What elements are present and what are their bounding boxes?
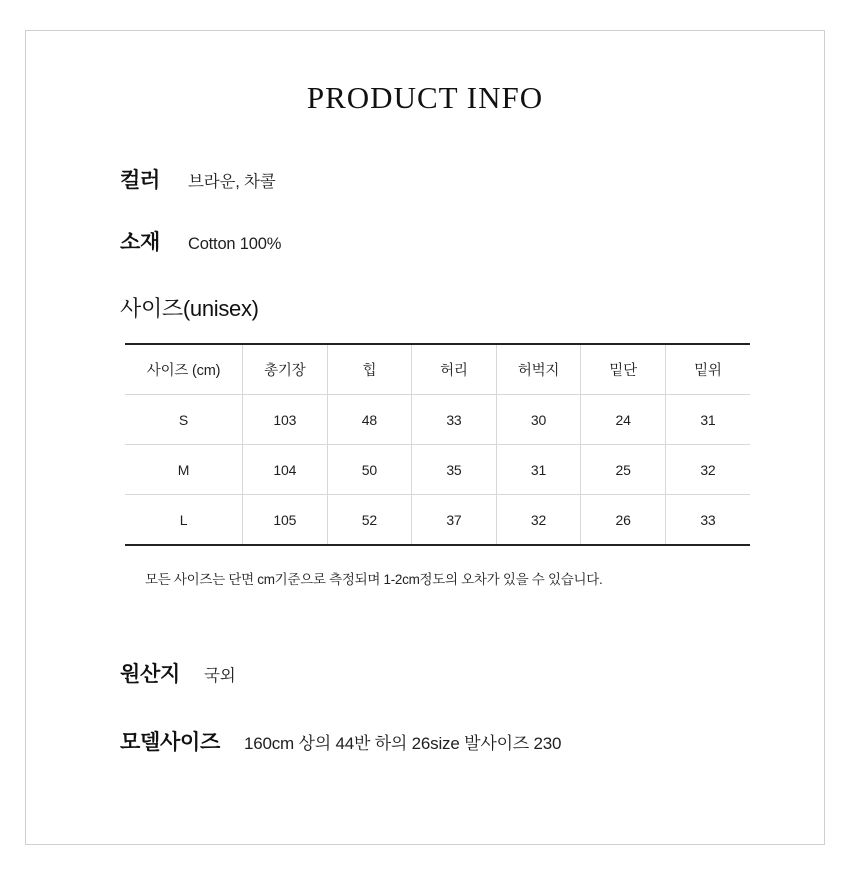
table-cell: S: [125, 395, 243, 445]
table-row: [125, 445, 750, 495]
table-row: [125, 395, 750, 445]
table-row: [125, 495, 750, 546]
size-section-heading: 사이즈(unisex): [120, 296, 259, 321]
table-cell: 31: [665, 395, 750, 445]
table-header-cell: 밑단: [581, 344, 666, 395]
measurement-note: 모든 사이즈는 단면 cm기준으로 측정되며 1-2cm정도의 오차가 있을 수 있습니다.: [145, 572, 603, 587]
table-cell: 35: [412, 445, 497, 495]
color-value: 브라운, 차콜: [187, 173, 276, 191]
origin-row: [120, 658, 825, 688]
table-cell: 52: [327, 495, 412, 546]
table-cell: 32: [665, 445, 750, 495]
size-table: [125, 343, 750, 546]
page-title: PRODUCT INFO: [306, 80, 544, 115]
material-label: 소재: [120, 231, 160, 254]
model-size-row: [120, 726, 825, 756]
table-header-cell: 허벅지: [496, 344, 581, 395]
table-cell: M: [125, 445, 243, 495]
table-cell: 37: [412, 495, 497, 546]
color-row: [120, 164, 825, 194]
table-cell: 32: [496, 495, 581, 546]
origin-value: 국외: [203, 667, 236, 685]
table-cell: 26: [581, 495, 666, 546]
table-cell: 48: [327, 395, 412, 445]
model-size-value: 160cm 상의 44반 하의 26size 발사이즈 230: [243, 734, 562, 753]
table-cell: 103: [243, 395, 328, 445]
table-cell: 33: [412, 395, 497, 445]
table-cell: 24: [581, 395, 666, 445]
table-cell: 31: [496, 445, 581, 495]
table-header-cell: 힙: [327, 344, 412, 395]
table-cell: 105: [243, 495, 328, 546]
material-row: [120, 226, 825, 256]
table-header-cell: 허리: [412, 344, 497, 395]
material-value: Cotton 100%: [187, 235, 282, 253]
table-header-cell: 총기장: [243, 344, 328, 395]
table-cell: 30: [496, 395, 581, 445]
model-size-label: 모델사이즈: [120, 731, 220, 754]
table-cell: L: [125, 495, 243, 546]
table-header-cell: 사이즈 (cm): [125, 344, 243, 395]
table-header-cell: 밑위: [665, 344, 750, 395]
origin-label: 원산지: [120, 663, 180, 686]
table-cell: 25: [581, 445, 666, 495]
page-content: [25, 30, 825, 845]
table-cell: 33: [665, 495, 750, 546]
table-cell: 50: [327, 445, 412, 495]
table-header-row: [125, 344, 750, 395]
table-cell: 104: [243, 445, 328, 495]
color-label: 컬러: [120, 169, 160, 192]
